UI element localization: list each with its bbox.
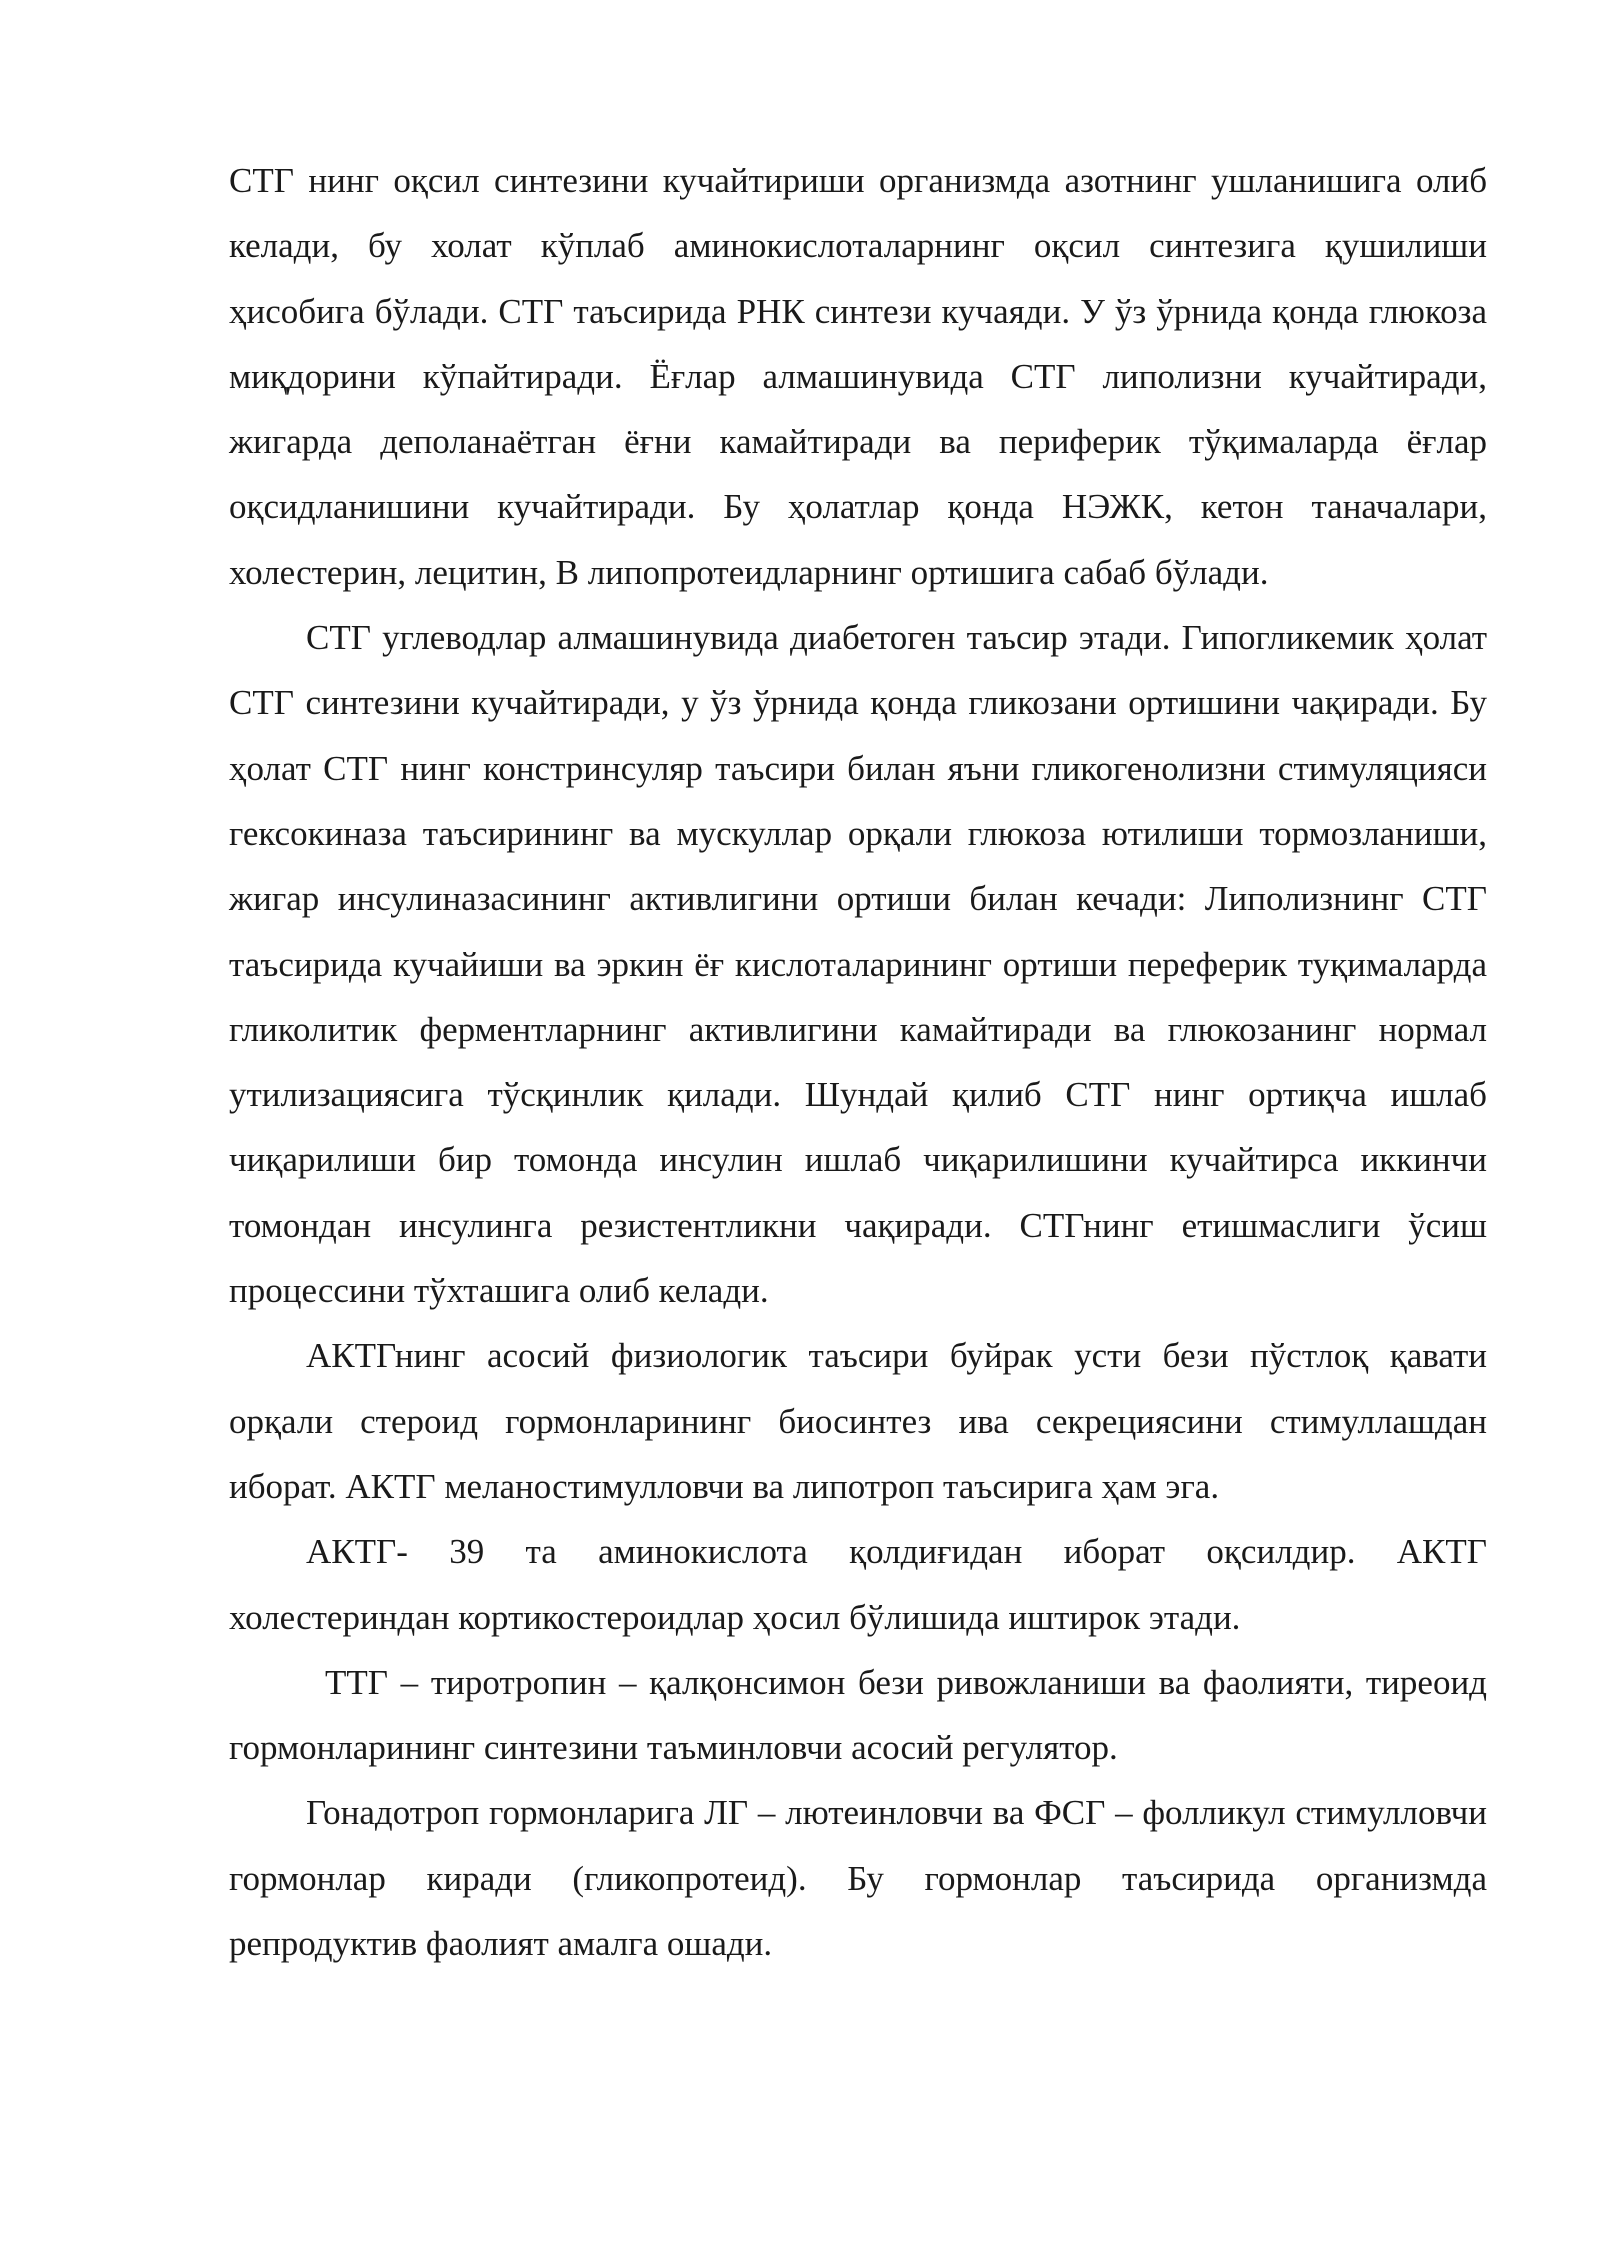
paragraph-actg-structure: АКТГ- 39 та аминокислота қолдиғидан иборат оқсилдир. АКТГ холестериндан кортикостероидлар ҳосил бўлишида иштирок этади. [229, 1532, 1487, 1637]
paragraph-stg-protein-synthesis: СТГ нинг оқсил синтезини кучайтириши организмда азотнинг ушланишига олиб келади, бу холат кўплаб аминокислоталарнинг оқсил синтезига қушилиши ҳисобига бўлади. СТГ таъсирида РНК синтези кучаяди. У ўз ўрнида қонда глюкоза миқдорини кўпайтиради. Ёғлар алмашинувида СТГ липолизни кучайтиради, жигарда деполанаётган ёғни камайтиради ва периферик тўқималарда ёғлар оқсидланишини кучайтиради. Бу ҳолатлар қонда НЭЖК, кетон таначалари, холестерин, лецитин, В липопротеидларнинг ортишига сабаб бўлади. [229, 161, 1487, 592]
paragraph-gonadotropic-hormones: Гонадотроп гормонларига ЛГ – лютеинловчи ва ФСГ – фолликул стимулловчи гормонлар киради (гликопротеид). Бу гормонлар таъсирида организмда репродуктив фаолият амалга ошади. [229, 1793, 1487, 1964]
paragraph-stg-carbohydrate-metabolism: СТГ углеводлар алмашинувида диабетоген таъсир этади. Гипогликемик ҳолат СТГ синтезини кучайтиради, у ўз ўрнида қонда гликозани ортишини чақиради. Бу ҳолат СТГ нинг констринсуляр таъсири билан яъни гликогенолизни стимуляцияси гексокиназа таъсирининг ва мускуллар орқали глюкоза ютилиши тормозланиши, жигар инсулиназасининг активлигини ортиши билан кечади: Липолизнинг СТГ таъсирида кучайиши ва эркин ёғ кислоталарининг ортиши переферик туқималарда гликолитик ферментларнинг активлигини камайтиради ва глюкозанинг нормал утилизациясига тўсқинлик қилади. Шундай қилиб СТГ нинг ортиқча ишлаб чиқарилиши бир томонда инсулин ишлаб чиқарилишини кучайтирса иккинчи томондан инсулинга резистентликни чақиради. СТГнинг етишмаслиги ўсиш процессини тўхташига олиб келади. [229, 618, 1487, 1311]
paragraph-actg-physiology: АКТГнинг асосий физиологик таъсири буйрак усти бези пўстлоқ қавати орқали стероид гормонларининг биосинтез ива секрециясини стимуллашдан иборат. АКТГ меланостимулловчи ва липотроп таъсирига ҳам эга. [229, 1336, 1487, 1506]
document-body [229, 148, 1487, 1976]
paragraph-ttg: ТТГ – тиротропин – қалқонсимон бези ривожланиши ва фаолияти, тиреоид гормонларининг синтезини таъминловчи асосий регулятор. [229, 1662, 1487, 1768]
